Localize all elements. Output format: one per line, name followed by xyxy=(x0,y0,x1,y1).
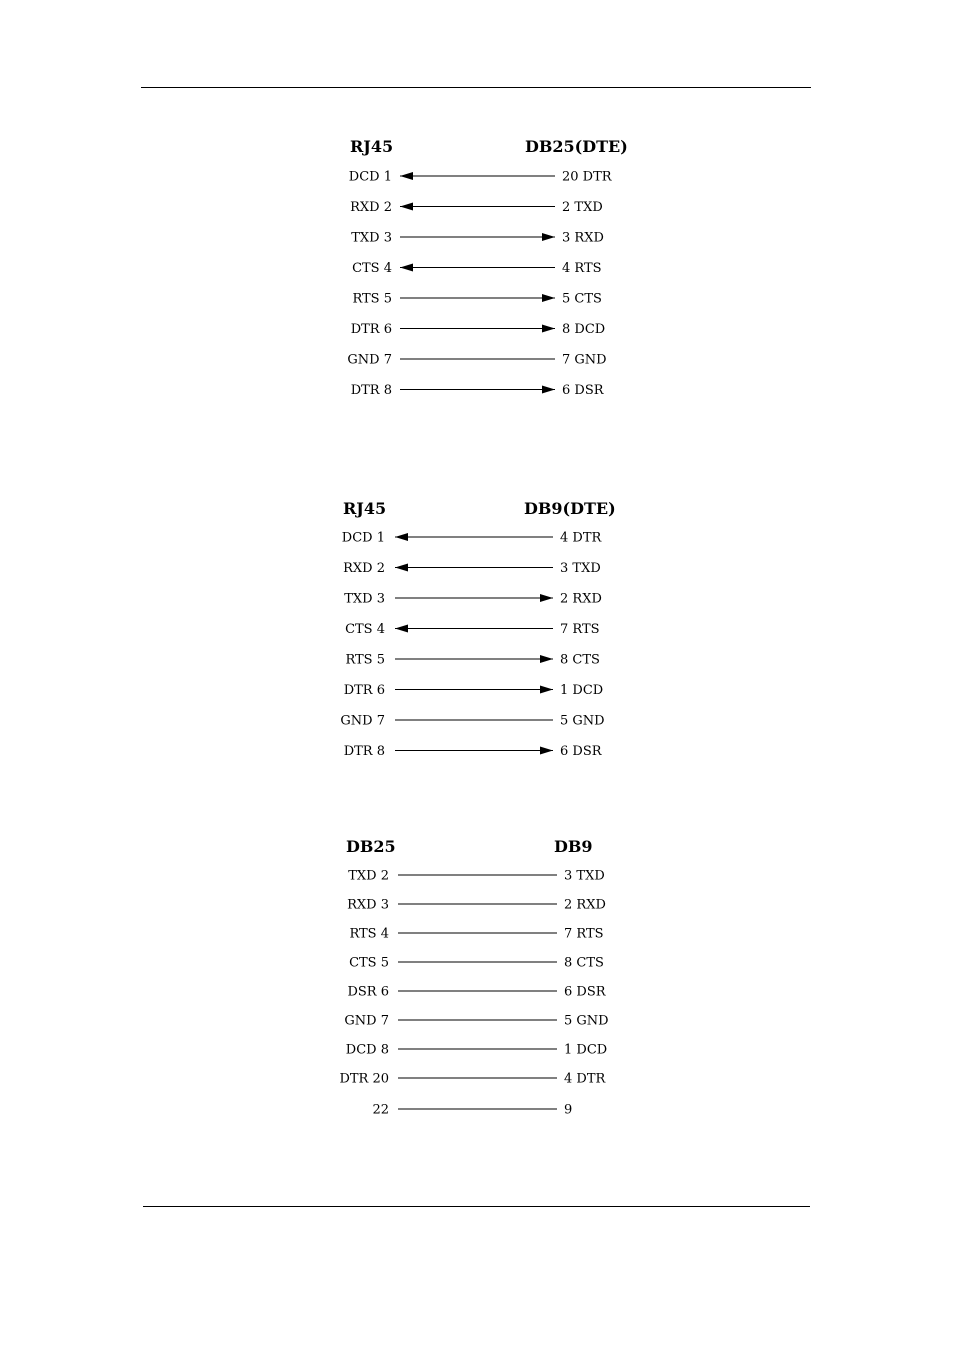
pin-right-label: 4 DTR xyxy=(564,1071,606,1087)
pin-left-label: 22 xyxy=(372,1102,389,1118)
pin-left-label: RXD 2 xyxy=(350,200,392,215)
arrowhead-right-icon xyxy=(542,386,555,394)
pin-left-label: GND 7 xyxy=(344,1013,389,1029)
arrowhead-right-icon xyxy=(542,325,555,333)
pin-left-label: DTR 8 xyxy=(350,383,392,398)
pin-right-label: 2 TXD xyxy=(562,200,603,215)
pin-right-label: 9 xyxy=(564,1102,573,1118)
arrowhead-right-icon xyxy=(540,686,553,694)
pin-right-label: 7 RTS xyxy=(564,926,604,942)
pin-left-label: DTR 6 xyxy=(350,322,392,337)
arrowhead-left-icon xyxy=(400,172,413,180)
arrowhead-left-icon xyxy=(395,564,408,572)
arrowhead-left-icon xyxy=(395,625,408,633)
arrowhead-left-icon xyxy=(400,203,413,211)
pin-right-label: 4 RTS xyxy=(562,261,602,276)
pin-right-label: 3 RXD xyxy=(562,230,604,246)
pin-right-label: 3 TXD xyxy=(564,868,605,884)
pin-left-label: RTS 4 xyxy=(349,926,389,942)
pin-right-label: 5 GND xyxy=(560,713,605,729)
pin-right-label: 8 CTS xyxy=(560,652,600,668)
pin-left-label: GND 7 xyxy=(340,713,385,729)
pin-right-label: 7 GND xyxy=(562,352,607,368)
pin-right-label: 2 RXD xyxy=(564,897,606,913)
connector-left-header: RJ45 xyxy=(350,137,394,156)
pin-left-label: TXD 3 xyxy=(351,230,392,246)
pin-right-label: 6 DSR xyxy=(560,744,602,759)
pin-left-label: DCD 8 xyxy=(345,1042,389,1058)
pin-left-label: DCD 1 xyxy=(341,530,385,546)
pin-right-label: 1 DCD xyxy=(564,1042,608,1058)
pin-left-label: DTR 8 xyxy=(343,744,385,759)
connector-left-header: DB25 xyxy=(346,837,396,856)
pin-left-label: DTR 20 xyxy=(339,1071,389,1087)
pin-right-label: 3 TXD xyxy=(560,561,601,576)
arrowhead-right-icon xyxy=(542,294,555,302)
pin-left-label: CTS 4 xyxy=(352,261,392,276)
pin-left-label: DCD 1 xyxy=(348,169,392,185)
pin-left-label: RXD 2 xyxy=(343,561,385,576)
pin-left-label: RXD 3 xyxy=(347,897,389,913)
pin-left-label: DSR 6 xyxy=(347,984,389,1000)
connector-right-header: DB9(DTE) xyxy=(524,499,616,518)
connector-left-header: RJ45 xyxy=(343,499,387,518)
arrowhead-left-icon xyxy=(395,533,408,541)
arrowhead-right-icon xyxy=(540,594,553,602)
pin-right-label: 5 CTS xyxy=(562,291,602,307)
pin-right-label: 1 DCD xyxy=(560,683,604,698)
connector-right-header: DB25(DTE) xyxy=(525,137,628,156)
pin-right-label: 6 DSR xyxy=(562,383,604,398)
pin-right-label: 5 GND xyxy=(564,1013,609,1029)
pin-left-label: TXD 3 xyxy=(344,591,385,607)
pin-left-label: DTR 6 xyxy=(343,683,385,698)
pin-left-label: RTS 5 xyxy=(352,291,392,307)
pin-left-label: TXD 2 xyxy=(348,868,389,884)
pin-right-label: 7 RTS xyxy=(560,622,600,637)
pin-right-label: 2 RXD xyxy=(560,591,602,607)
pin-right-label: 6 DSR xyxy=(564,984,606,1000)
pin-left-label: CTS 5 xyxy=(349,955,389,971)
footer-rule xyxy=(143,1206,810,1207)
pin-left-label: CTS 4 xyxy=(345,622,385,637)
pin-right-label: 4 DTR xyxy=(560,530,602,546)
arrowhead-right-icon xyxy=(540,655,553,663)
pin-right-label: 8 CTS xyxy=(564,955,604,971)
pin-left-label: RTS 5 xyxy=(345,652,385,668)
pin-right-label: 8 DCD xyxy=(562,322,606,337)
pin-left-label: GND 7 xyxy=(347,352,392,368)
connector-right-header: DB9 xyxy=(554,837,593,856)
arrowhead-left-icon xyxy=(400,264,413,272)
pin-right-label: 20 DTR xyxy=(562,169,612,185)
arrowhead-right-icon xyxy=(542,233,555,241)
arrowhead-right-icon xyxy=(540,747,553,755)
